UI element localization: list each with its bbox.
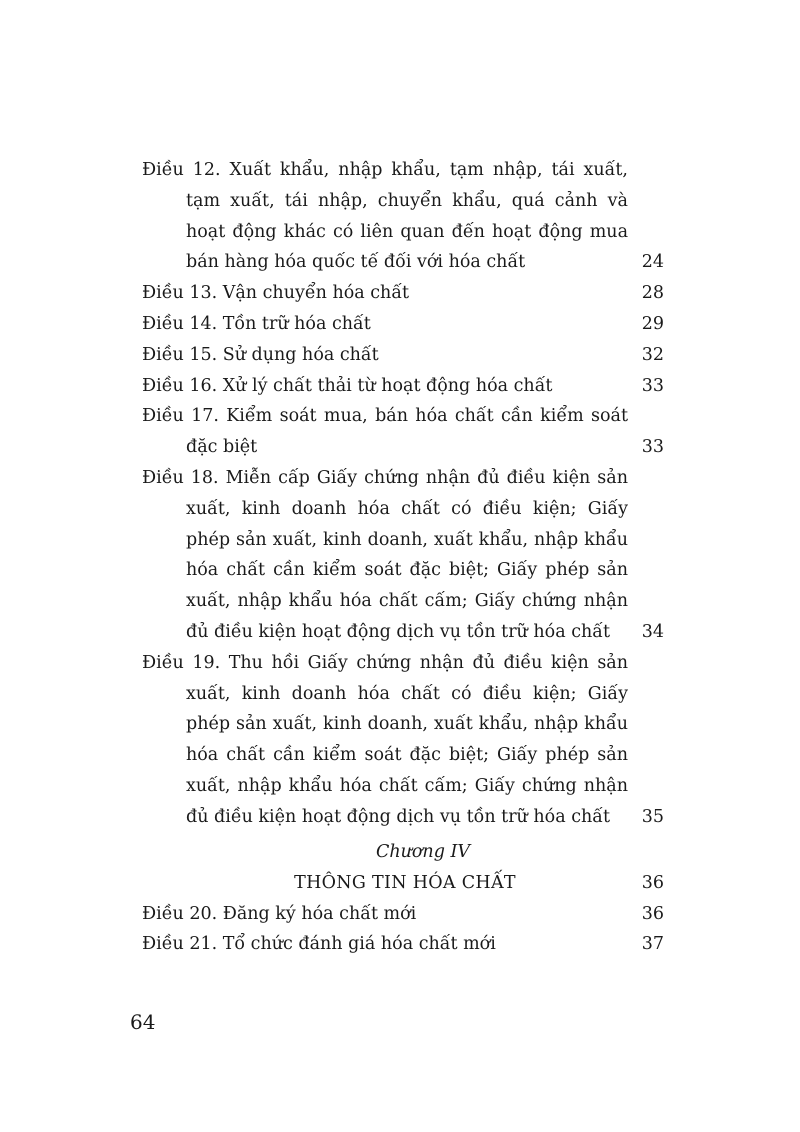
- toc-entry-page: 33: [641, 375, 664, 396]
- toc-entry-dieu-17: [142, 401, 664, 463]
- toc-entry-page: 29: [641, 313, 664, 334]
- chapter-heading: [142, 867, 664, 899]
- toc-entry-text: Điều 15. Sử dụng hóa chất: [142, 344, 379, 365]
- chapter-title: THÔNG TIN HÓA CHẤT: [294, 872, 516, 893]
- toc-entry-dieu-15: [142, 340, 664, 371]
- toc-entry-text: Điều 20. Đăng ký hóa chất mới: [142, 903, 417, 924]
- toc-entry-page: 35: [641, 806, 664, 827]
- toc-entry-dieu-13: [142, 278, 664, 309]
- toc-entry-page: 34: [641, 621, 664, 642]
- toc-entry-page: 36: [641, 903, 664, 924]
- toc-entry-page: 37: [641, 934, 664, 955]
- table-of-contents: [142, 155, 664, 960]
- toc-entry-text: Điều 18. Miễn cấp Giấy chứng nhận đủ điều kiện sản xuất, kinh doanh hóa chất có điều kiện; Giấy phép sản xuất, kinh doanh, xuất khẩu, nhập khẩu hóa chất cần kiểm soát đặc biệt; Giấy phép sản xuất, nhập khẩu hóa chất cấm; Giấy chứng nhận đủ điều kiện hoạt động dịch vụ tồn trữ hóa chất: [142, 467, 628, 642]
- toc-entry-text: Điều 13. Vận chuyển hóa chất: [142, 283, 410, 304]
- chapter-page: 36: [641, 872, 664, 893]
- toc-entry-page: 28: [641, 283, 664, 304]
- toc-entry-dieu-19: [142, 648, 664, 833]
- toc-entry-dieu-16: [142, 371, 664, 402]
- toc-entry-text: Điều 17. Kiểm soát mua, bán hóa chất cần kiểm soát đặc biệt: [142, 406, 628, 458]
- toc-entry-page: 24: [641, 252, 664, 273]
- toc-entry-text: Điều 14. Tồn trữ hóa chất: [142, 313, 371, 334]
- page-number: 64: [130, 1010, 156, 1034]
- toc-entry-dieu-20: [142, 899, 664, 930]
- toc-entry-text: Điều 16. Xử lý chất thải từ hoạt động hóa chất: [142, 375, 553, 396]
- toc-entry-page: 33: [641, 437, 664, 458]
- toc-entry-page: 32: [641, 344, 664, 365]
- toc-entry-text: Điều 19. Thu hồi Giấy chứng nhận đủ điều kiện sản xuất, kinh doanh hóa chất có điều kiện; Giấy phép sản xuất, kinh doanh, xuất khẩu, nhập khẩu hóa chất cần kiểm soát đặc biệt; Giấy phép sản xuất, nhập khẩu hóa chất cấm; Giấy chứng nhận đủ điều kiện hoạt động dịch vụ tồn trữ hóa chất: [142, 652, 628, 827]
- toc-entry-dieu-21: [142, 929, 664, 960]
- toc-entry-dieu-14: [142, 309, 664, 340]
- toc-entry-text: Điều 21. Tổ chức đánh giá hóa chất mới: [142, 934, 496, 955]
- chapter-label: Chương IV: [375, 841, 471, 862]
- toc-entry-dieu-12: [142, 155, 664, 278]
- toc-entry-text: Điều 12. Xuất khẩu, nhập khẩu, tạm nhập, tái xuất, tạm xuất, tái nhập, chuyển khẩu, quá cảnh và hoạt động khác có liên quan đến hoạt động mua bán hàng hóa quốc tế đối với hóa chất: [142, 160, 628, 273]
- toc-entry-dieu-18: [142, 463, 664, 648]
